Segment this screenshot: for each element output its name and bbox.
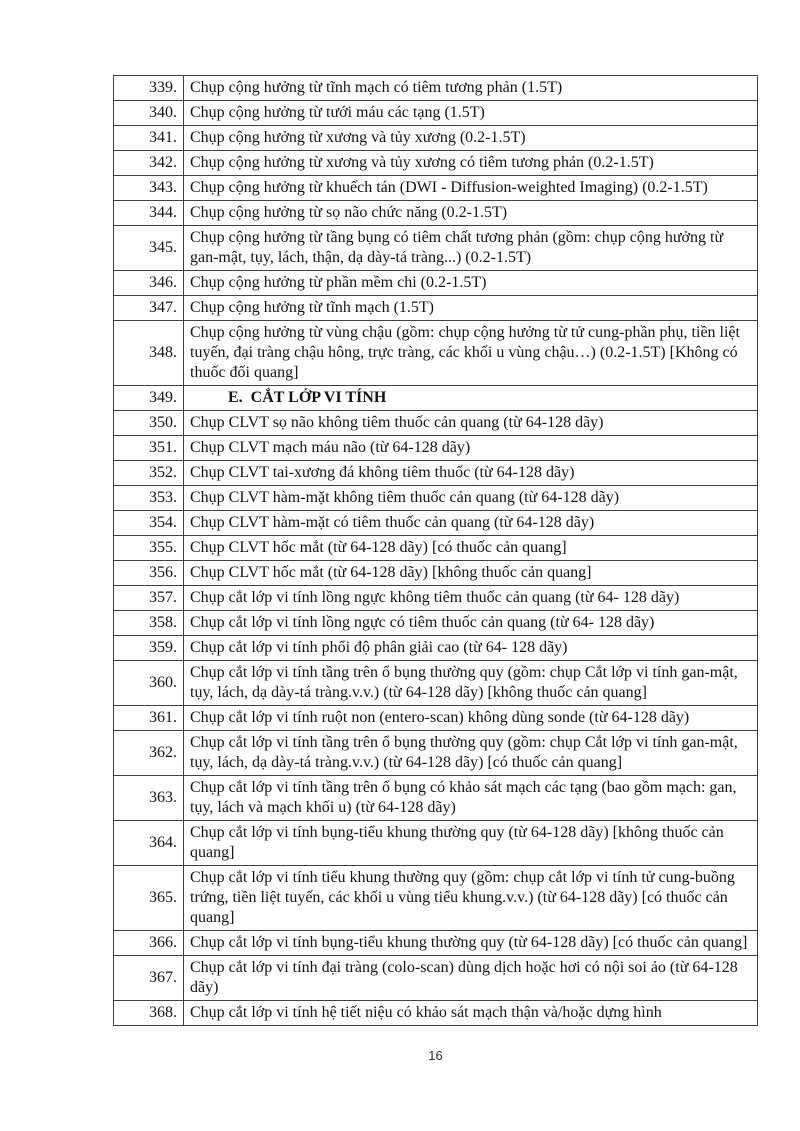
row-number-cell: 359. [114,636,184,661]
row-number-cell: 353. [114,486,184,511]
row-number-cell: 339. [114,76,184,101]
table-row [114,561,758,586]
table-row [114,511,758,536]
row-number-cell: 360. [114,661,184,706]
services-table-body [114,76,758,1026]
table-row [114,101,758,126]
table-row [114,76,758,101]
row-number-cell: 365. [114,866,184,931]
row-description-cell: Chụp cộng hưởng từ phần mềm chi (0.2-1.5T) [184,271,758,296]
row-description-cell: Chụp cộng hưởng từ vùng chậu (gồm: chụp cộng hưởng từ tử cung-phần phụ, tiền liệt tuyến, đại tràng chậu hông, trực tràng, các khối u vùng chậu…) (0.2-1.5T) [Không có thuốc đối quang] [184,321,758,386]
row-description-cell: Chụp cộng hưởng từ xương và tủy xương (0.2-1.5T) [184,126,758,151]
row-description-cell: Chụp cộng hưởng từ tĩnh mạch có tiêm tương phản (1.5T) [184,76,758,101]
row-description-cell: Chụp cộng hưởng từ tầng bụng có tiêm chất tương phản (gồm: chụp cộng hưởng từ gan-mật, tụy, lách, thận, dạ dày-tá tràng...) (0.2-1.5T) [184,226,758,271]
row-number-cell: 355. [114,536,184,561]
row-number-cell: 362. [114,731,184,776]
row-number-cell: 341. [114,126,184,151]
table-row [114,611,758,636]
table-row [114,271,758,296]
row-description-cell: Chụp cắt lớp vi tính tiểu khung thường quy (gồm: chụp cắt lớp vi tính tử cung-buồng trứng, tiền liệt tuyến, các khối u vùng tiểu khung.v.v.) (từ 64-128 dãy) [có thuốc cản quang] [184,866,758,931]
row-description-cell: Chụp CLVT mạch máu não (từ 64-128 dãy) [184,436,758,461]
row-description-cell: Chụp cắt lớp vi tính lồng ngực có tiêm thuốc cản quang (từ 64- 128 dãy) [184,611,758,636]
row-number-cell: 364. [114,821,184,866]
table-row [114,536,758,561]
row-number-cell: 363. [114,776,184,821]
table-row [114,866,758,931]
row-number-cell: 340. [114,101,184,126]
row-description-cell: Chụp cắt lớp vi tính ruột non (entero-scan) không dùng sonde (từ 64-128 dãy) [184,706,758,731]
table-row [114,731,758,776]
row-description-cell: Chụp cắt lớp vi tính tầng trên ổ bụng có khảo sát mạch các tạng (bao gồm mạch: gan, tụy, lách và mạch khối u) (từ 64-128 dãy) [184,776,758,821]
table-row [114,436,758,461]
row-description-cell: Chụp CLVT hàm-mặt không tiêm thuốc cản quang (từ 64-128 dãy) [184,486,758,511]
table-row [114,126,758,151]
row-number-cell: 344. [114,201,184,226]
row-description-cell: Chụp cắt lớp vi tính phổi độ phân giải cao (từ 64- 128 dãy) [184,636,758,661]
row-description-cell: Chụp cộng hưởng từ tưới máu các tạng (1.5T) [184,101,758,126]
table-row [114,706,758,731]
row-number-cell: 351. [114,436,184,461]
row-description-cell: E. CẮT LỚP VI TÍNH [184,386,758,411]
table-row [114,956,758,1001]
row-number-cell: 358. [114,611,184,636]
table-row [114,486,758,511]
row-description-cell: Chụp cắt lớp vi tính bụng-tiểu khung thường quy (từ 64-128 dãy) [có thuốc cản quang] [184,931,758,956]
row-number-cell: 357. [114,586,184,611]
row-description-cell: Chụp cắt lớp vi tính đại tràng (colo-scan) dùng dịch hoặc hơi có nội soi ảo (từ 64-128 dãy) [184,956,758,1001]
row-number-cell: 346. [114,271,184,296]
table-row [114,296,758,321]
table-row [114,461,758,486]
row-description-cell: Chụp cắt lớp vi tính tầng trên ổ bụng thường quy (gồm: chụp Cắt lớp vi tính gan-mật, tụy, lách, dạ dày-tá tràng.v.v.) (từ 64-128 dãy) [có thuốc cản quang] [184,731,758,776]
row-number-cell: 345. [114,226,184,271]
row-description-cell: Chụp cộng hưởng từ xương và tủy xương có tiêm tương phản (0.2-1.5T) [184,151,758,176]
row-number-cell: 349. [114,386,184,411]
row-description-cell: Chụp cắt lớp vi tính tầng trên ổ bụng thường quy (gồm: chụp Cắt lớp vi tính gan-mật, tụy, lách, dạ dày-tá tràng.v.v.) (từ 64-128 dãy) [không thuốc cản quang] [184,661,758,706]
table-row [114,636,758,661]
row-description-cell: Chụp CLVT hốc mắt (từ 64-128 dãy) [có thuốc cản quang] [184,536,758,561]
row-number-cell: 368. [114,1001,184,1026]
row-number-cell: 343. [114,176,184,201]
table-row [114,176,758,201]
medical-services-table [113,75,758,1026]
row-description-cell: Chụp cộng hưởng từ tĩnh mạch (1.5T) [184,296,758,321]
row-description-cell: Chụp cộng hưởng từ sọ não chức năng (0.2-1.5T) [184,201,758,226]
table-row [114,1001,758,1026]
row-description-cell: Chụp cắt lớp vi tính lồng ngực không tiêm thuốc cản quang (từ 64- 128 dãy) [184,586,758,611]
row-number-cell: 350. [114,411,184,436]
row-number-cell: 342. [114,151,184,176]
row-number-cell: 366. [114,931,184,956]
table-row [114,661,758,706]
table-row [114,151,758,176]
table-row [114,931,758,956]
row-description-cell: Chụp CLVT hàm-mặt có tiêm thuốc cản quang (từ 64-128 dãy) [184,511,758,536]
row-number-cell: 348. [114,321,184,386]
row-number-cell: 356. [114,561,184,586]
row-description-cell: Chụp cắt lớp vi tính bụng-tiểu khung thường quy (từ 64-128 dãy) [không thuốc cản quang] [184,821,758,866]
row-number-cell: 361. [114,706,184,731]
row-number-cell: 367. [114,956,184,1001]
table-row [114,226,758,271]
row-description-cell: Chụp cắt lớp vi tính hệ tiết niệu có khảo sát mạch thận và/hoặc dựng hình [184,1001,758,1026]
row-number-cell: 347. [114,296,184,321]
table-row [114,386,758,411]
table-row [114,586,758,611]
table-row [114,321,758,386]
row-description-cell: Chụp CLVT sọ não không tiêm thuốc cản quang (từ 64-128 dãy) [184,411,758,436]
table-row [114,201,758,226]
page-number: 16 [428,1048,443,1063]
row-description-cell: Chụp CLVT tai-xương đá không tiêm thuốc (từ 64-128 dãy) [184,461,758,486]
table-row [114,411,758,436]
table-row [114,821,758,866]
row-number-cell: 352. [114,461,184,486]
row-number-cell: 354. [114,511,184,536]
table-row [114,776,758,821]
row-description-cell: Chụp CLVT hốc mắt (từ 64-128 dãy) [không thuốc cản quang] [184,561,758,586]
row-description-cell: Chụp cộng hưởng từ khuếch tán (DWI - Diffusion-weighted Imaging) (0.2-1.5T) [184,176,758,201]
